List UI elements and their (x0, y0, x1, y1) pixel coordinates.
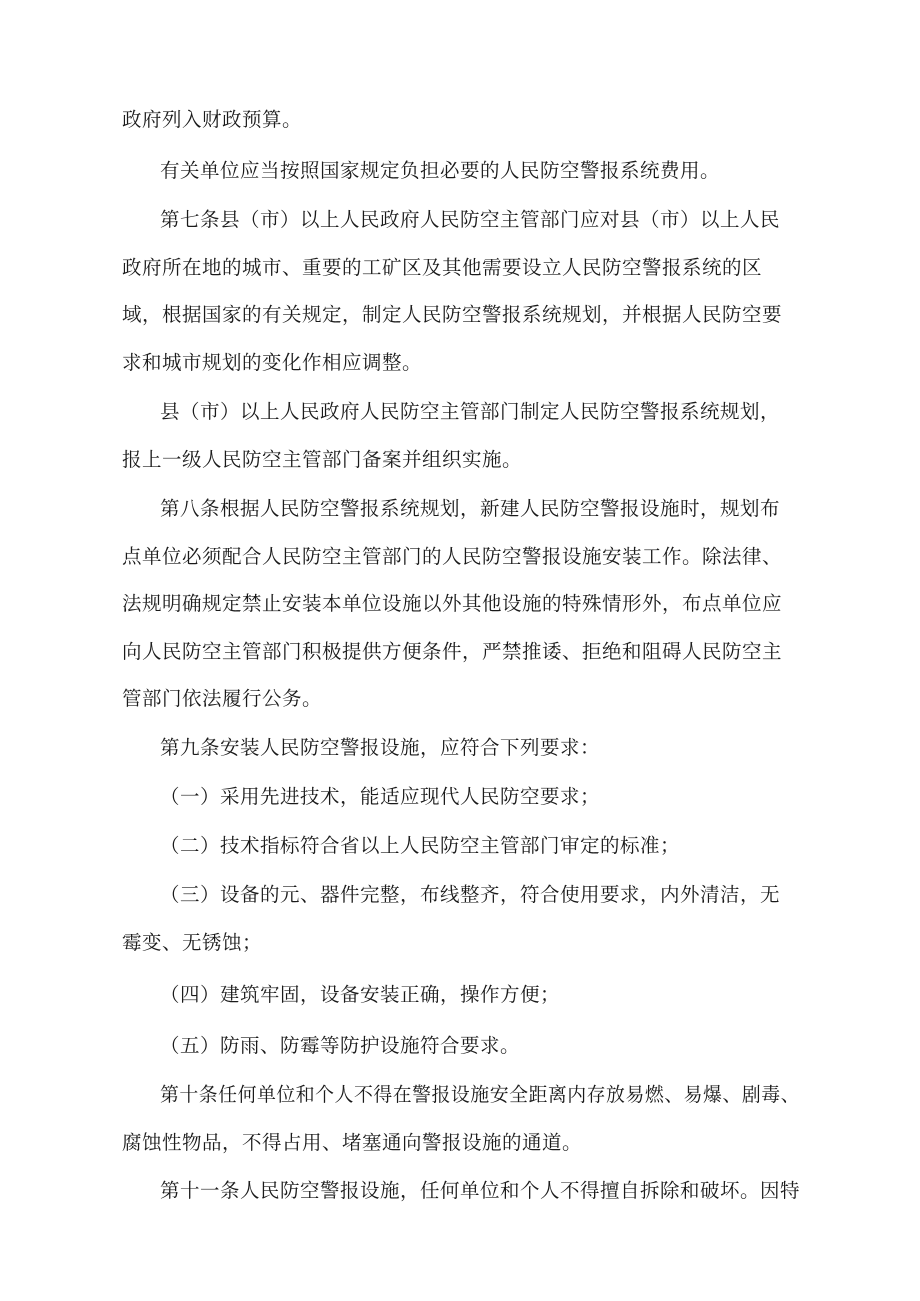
text-line-4: 政府所在地的城市、重要的工矿区及其他需要设立人民防空警报系统的区 (122, 256, 763, 279)
text-line-6: 求和城市规划的变化作相应调整。 (122, 351, 423, 374)
text-line-13: 管部门依法履行公务。 (122, 687, 323, 710)
text-line-7: 县（市）以上人民政府人民防空主管部门制定人民防空警报系统规划， (160, 400, 781, 423)
text-line-2: 有关单位应当按照国家规定负担必要的人民防空警报系统费用。 (160, 159, 721, 182)
text-line-21: 第十条任何单位和个人不得在警报设施安全距离内存放易燃、易爆、剧毒、 (160, 1083, 801, 1106)
text-line-11: 法规明确规定禁止安装本单位设施以外其他设施的特殊情形外，布点单位应 (122, 592, 783, 615)
text-line-17: （三）设备的元、器件完整，布线整齐，符合使用要求，内外清洁，无 (160, 883, 781, 906)
text-line-19: （四）建筑牢固，设备安装正确，操作方便； (160, 983, 561, 1006)
text-line-20: （五）防雨、防霉等防护设施符合要求。 (160, 1034, 521, 1057)
text-line-3: 第七条县（市）以上人民政府人民防空主管部门应对县（市）以上人民 (160, 208, 781, 231)
text-line-8: 报上一级人民防空主管部门备案并组织实施。 (122, 448, 523, 471)
text-line-15: （一）采用先进技术，能适应现代人民防空要求； (160, 785, 601, 808)
text-line-22: 腐蚀性物品，不得占用、堵塞通向警报设施的通道。 (122, 1131, 583, 1154)
text-line-14: 第九条安装人民防空警报设施，应符合下列要求： (160, 736, 601, 759)
text-line-23: 第十一条人民防空警报设施，任何单位和个人不得擅自拆除和破坏。因特 (160, 1179, 801, 1202)
text-line-16: （二）技术指标符合省以上人民防空主管部门审定的标准； (160, 834, 681, 857)
text-line-10: 点单位必须配合人民防空主管部门的人民防空警报设施安装工作。除法律、 (122, 545, 783, 568)
text-line-9: 第八条根据人民防空警报系统规划，新建人民防空警报设施时，规划布 (160, 497, 781, 520)
text-line-1: 政府列入财政预算。 (122, 108, 303, 131)
text-line-5: 域，根据国家的有关规定，制定人民防空警报系统规划，并根据人民防空要 (122, 303, 783, 326)
text-line-18: 霉变、无锈蚀； (122, 931, 263, 954)
text-line-12: 向人民防空主管部门积极提供方便条件，严禁推诿、拒绝和阻碍人民防空主 (122, 640, 783, 663)
